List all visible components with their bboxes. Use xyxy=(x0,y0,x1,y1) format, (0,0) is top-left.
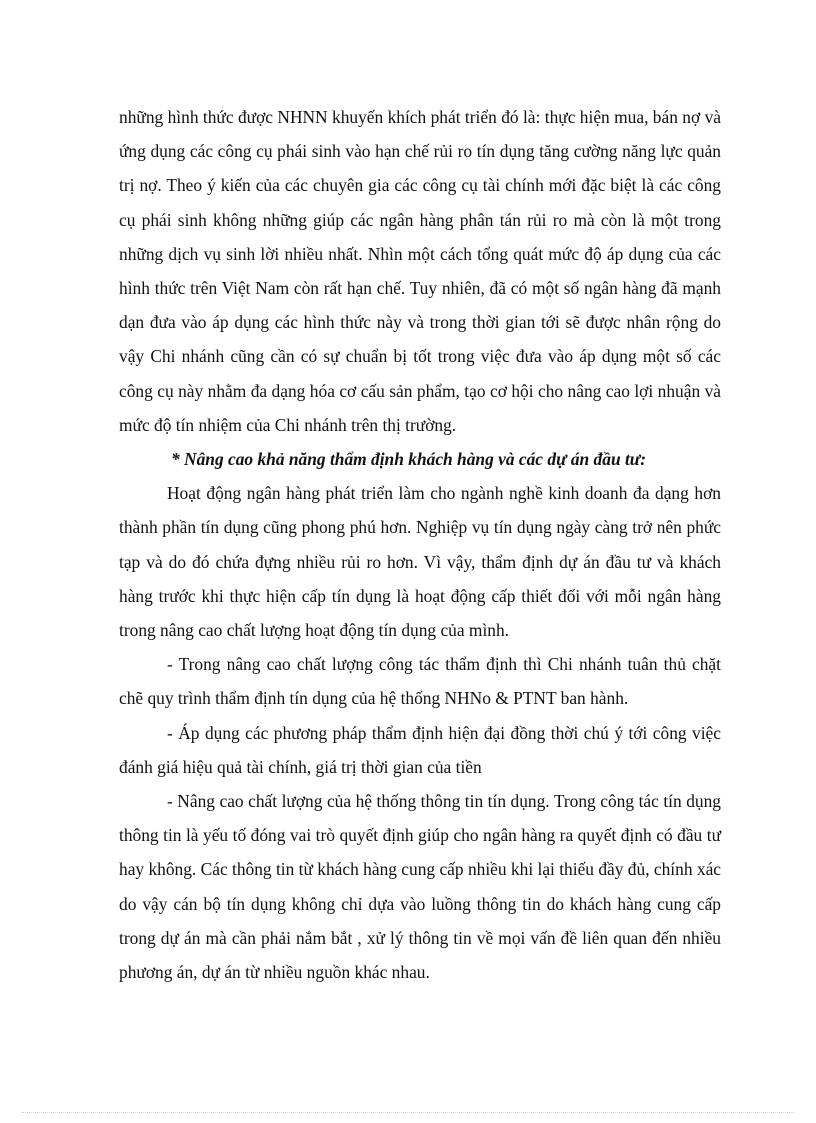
paragraph-appraisal-process: - Trong nâng cao chất lượng công tác thẩm định thì Chi nhánh tuân thủ chặt chẽ quy trình thẩm định tín dụng của hệ thống NHNo & PTNT ban hành. xyxy=(119,654,721,709)
section-heading-appraisal: * Nâng cao khả năng thẩm định khách hàng và các dự án đầu tư: xyxy=(171,449,647,470)
paragraph-appraisal-importance: Hoạt động ngân hàng phát triển làm cho ngành nghề kinh doanh đa dạng hơn thành phần tín dụng cũng phong phú hơn. Nghiệp vụ tín dụng ngày càng trở nên phức tạp và do đó chứa đựng nhiều rủi ro hơn. Vì vậy, thẩm định dự án đầu tư và khách hàng trước khi thực hiện cấp tín dụng là hoạt động cấp thiết đối với mỗi ngân hàng trong nâng cao chất lượng hoạt động tín dụng của mình. xyxy=(119,483,721,641)
paragraph-credit-tools: những hình thức được NHNN khuyến khích phát triển đó là: thực hiện mua, bán nợ và ứng dụng các công cụ phái sinh vào hạn chế rủi ro tín dụng tăng cường năng lực quản trị nợ. Theo ý kiến của các chuyên gia các công cụ tài chính mới đặc biệt là các công cụ phái sinh không những giúp các ngân hàng phân tán rủi ro mà còn là một trong những dịch vụ sinh lời nhiều nhất. Nhìn một cách tổng quát mức độ áp dụng của các hình thức trên Việt Nam còn rất hạn chế. Tuy nhiên, đã có một số ngân hàng đã mạnh dạn đưa vào áp dụng các hình thức này và trong thời gian tới sẽ được nhân rộng do vậy Chi nhánh cũng cần có sự chuẩn bị tốt trong việc đưa vào áp dụng một số các công cụ này nhằm đa dạng hóa cơ cấu sản phẩm, tạo cơ hội cho nâng cao lợi nhuận và mức độ tín nhiệm của Chi nhánh trên thị trường. xyxy=(119,107,721,435)
document-body xyxy=(119,100,721,989)
paragraph-appraisal-methods: - Áp dụng các phương pháp thẩm định hiện đại đồng thời chú ý tới công việc đánh giá hiệu quả tài chính, giá trị thời gian của tiền xyxy=(119,722,721,777)
page-bottom-divider xyxy=(22,1112,794,1113)
paragraph-credit-information: - Nâng cao chất lượng của hệ thống thông tin tín dụng. Trong công tác tín dụng thông tin là yếu tố đóng vai trò quyết định giúp cho ngân hàng ra quyết định có đầu tư hay không. Các thông tin từ khách hàng cung cấp nhiều khi lại thiếu đầy đủ, chính xác do vậy cán bộ tín dụng không chỉ dựa vào luồng thông tin do khách hàng cung cấp trong dự án mà cần phải nắm bắt , xử lý thông tin về mọi vấn đề liên quan đến nhiều phương án, dự án từ nhiều nguồn khác nhau. xyxy=(119,791,722,983)
